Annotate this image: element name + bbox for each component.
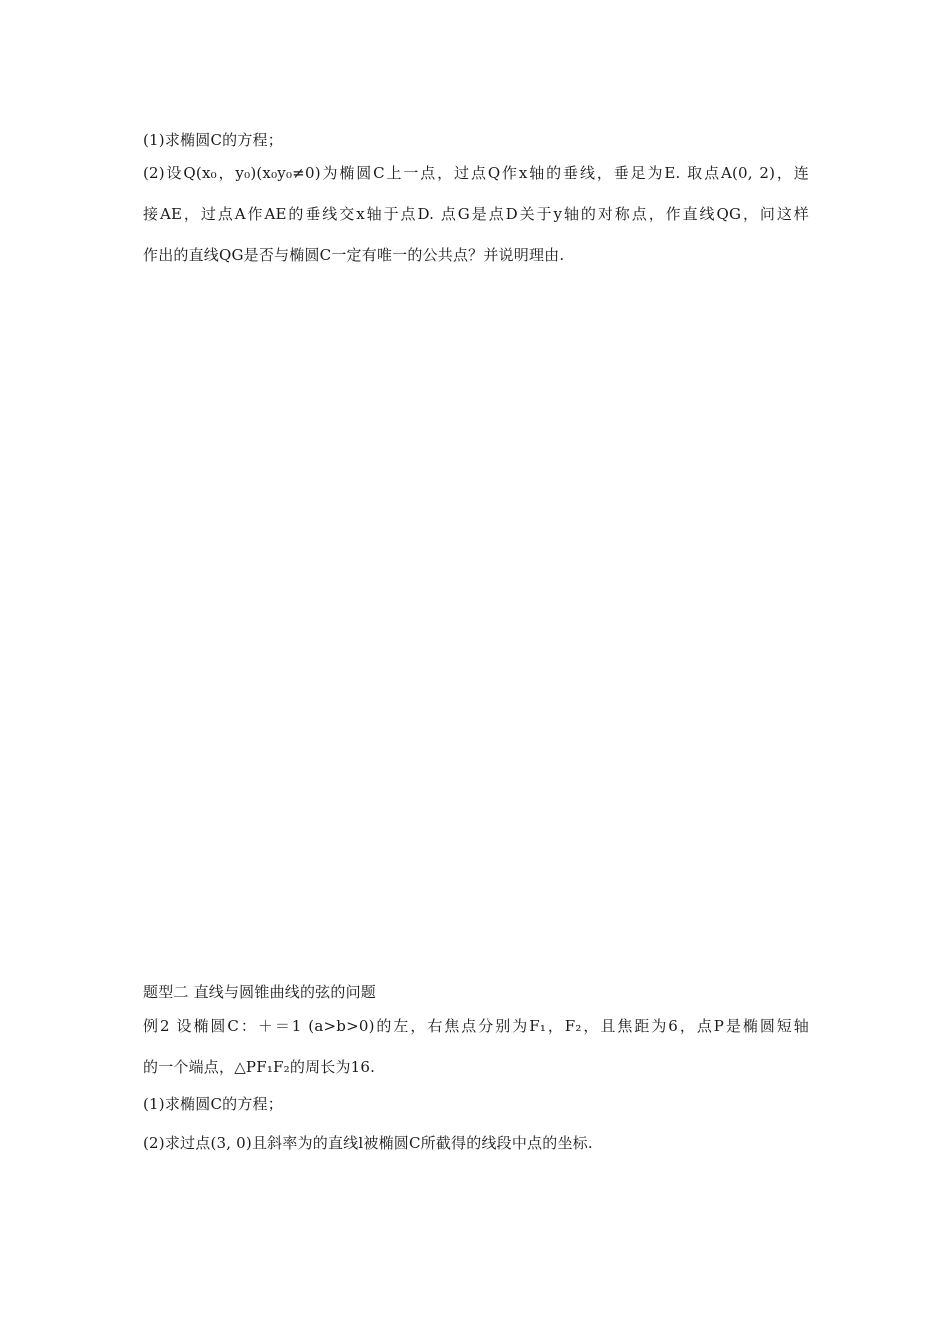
example2-line2: 的一个端点，△PF₁F₂的周长为16. bbox=[143, 1058, 376, 1076]
example2-line1: 例2 设椭圆C：＋＝1 (a>b>0)的左，右焦点分别为F₁，F₂，且焦距为6，点P是椭圆短轴 bbox=[143, 1017, 809, 1035]
example2-part2: (2)求过点(3, 0)且斜率为的直线l被椭圆C所截得的线段中点的坐标. bbox=[143, 1134, 593, 1152]
problem1-part2-line2: 接AE，过点A作AE的垂线交x轴于点D. 点G是点D关于y轴的对称点，作直线QG，问这样 bbox=[143, 205, 809, 223]
problem1-part2-line3: 作出的直线QG是否与椭圆C一定有唯一的公共点？并说明理由. bbox=[143, 246, 565, 264]
example2-part1: (1)求椭圆C的方程； bbox=[143, 1095, 283, 1113]
problem1-part2-line1: (2)设Q(x₀，y₀)(x₀y₀≠0)为椭圆C上一点，过点Q作x轴的垂线，垂足为E. 取点A(0, 2)，连 bbox=[143, 164, 809, 182]
section2-heading: 题型二 直线与圆锥曲线的弦的问题 bbox=[143, 983, 376, 1001]
problem1-part1: (1)求椭圆C的方程； bbox=[143, 131, 283, 149]
